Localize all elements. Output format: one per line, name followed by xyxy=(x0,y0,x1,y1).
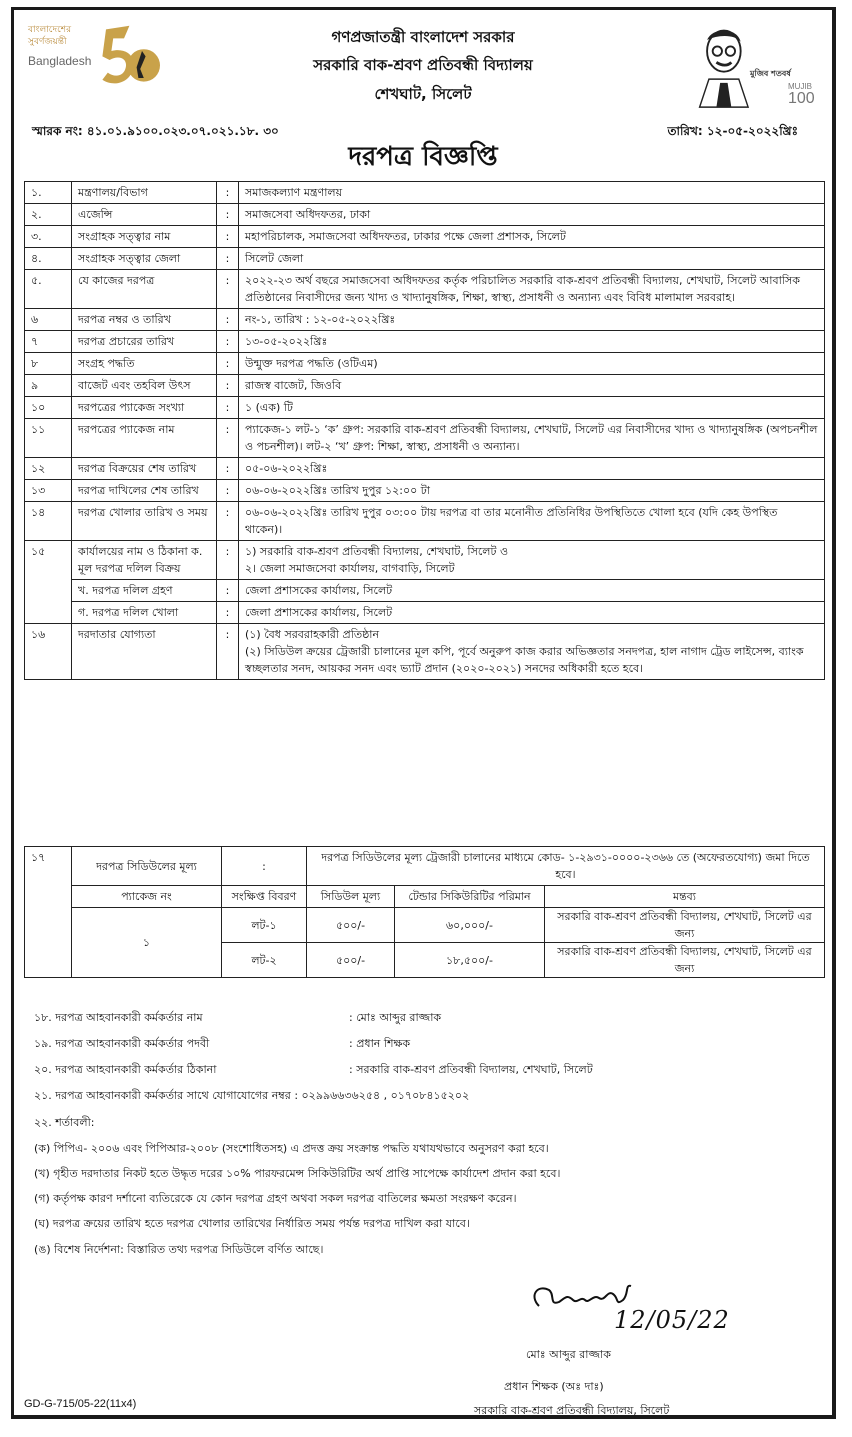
lot-price: ৫০০/- xyxy=(307,943,395,978)
row-value: ২০২২-২৩ অর্থ বছরে সমাজসেবা অধিদফতর কর্তৃক পরিচালিত সরকারি বাক-শ্রবণ প্রতিবন্ধী বিদ্যালয়, শেখঘাট, সিলেট আবাসিক প্রতিষ্ঠানের নিবাসীদের জন্য খাদ্য ও খাদ্যানুষঙ্গিক, শিক্ষা, স্বাস্থ্য, প্রসাধনী ও অন্যান্য এবং বিবিধ মালামাল সরবরাহ। xyxy=(239,270,825,309)
lot-security: ১৮,৫০০/- xyxy=(395,943,545,978)
lot-remark: সরকারি বাক-শ্রবণ প্রতিবন্ধী বিদ্যালয়, শেখঘাট, সিলেট এর জন্য xyxy=(545,943,825,978)
row-colon: : xyxy=(217,248,239,270)
row-value: ১ (এক) টি xyxy=(239,397,825,419)
page-title: দরপত্র বিজ্ঞপ্তি xyxy=(348,142,498,172)
schedule-header-row xyxy=(25,886,825,908)
memo-number: স্মারক নং: ৪১.০১.৯১০০.০২৩.০৭.০২১.১৮. ৩০ xyxy=(32,124,279,138)
term-item: (গ) কর্তৃপক্ষ কারণ দর্শানো ব্যতিরেকে যে কোন দরপত্র গ্রহণ অথবা সকল দরপত্র বাতিলের ক্ষমতা সংরক্ষণ করেন। xyxy=(34,1192,517,1205)
row-label: সংগ্রহ পদ্ধতি xyxy=(72,353,217,375)
term-item: (ঙ) বিশেষ নির্দেশনা: বিস্তারিত তথ্য দরপত্র সিডিউলে বর্ণিত আছে। xyxy=(34,1243,324,1256)
row-number: ১১ xyxy=(25,419,72,458)
schedule-lot-row xyxy=(25,908,825,943)
officer-title-value: : প্রধান শিক্ষক xyxy=(349,1037,411,1050)
officer-name-label: ১৮. দরপত্র আহবানকারী কর্মকর্তার নাম xyxy=(34,1011,203,1024)
row-colon: : xyxy=(217,580,239,602)
table-row xyxy=(25,331,825,353)
table-row-16 xyxy=(25,624,825,680)
row-value: রাজস্ব বাজেট, জিওবি xyxy=(239,375,825,397)
signatory-title: প্রধান শিক্ষক (অঃ দাঃ) xyxy=(504,1380,604,1393)
logo-right-bn-text: মুজিব শতবর্ষ xyxy=(750,69,791,78)
row-number: ৮ xyxy=(25,353,72,375)
row-label: খ. দরপত্র দলিল গ্রহণ xyxy=(72,580,217,602)
row-value: মহাপরিচালক, সমাজসেবা অধিদফতর, ঢাকার পক্ষে জেলা প্রশাসক, সিলেট xyxy=(239,226,825,248)
logo-left-en-text: Bangladesh xyxy=(28,54,92,68)
row-number: ৪. xyxy=(25,248,72,270)
row-colon: : xyxy=(217,602,239,624)
col-header-remark: মন্তব্য xyxy=(545,886,825,908)
row-colon: : xyxy=(217,624,239,680)
row-number: ১০ xyxy=(25,397,72,419)
row-value xyxy=(239,541,825,580)
row-number: ১. xyxy=(25,182,72,204)
portrait-illustration-icon xyxy=(694,24,750,110)
row-colon: : xyxy=(217,397,239,419)
schedule-note-row xyxy=(25,847,825,886)
header-government: গণপ্রজাতন্ত্রী বাংলাদেশ সরকার xyxy=(331,28,515,46)
table-row xyxy=(25,353,825,375)
row-colon: : xyxy=(217,309,239,331)
table-row xyxy=(25,419,825,458)
tender-info-table xyxy=(24,181,825,680)
table-row xyxy=(25,502,825,541)
row-number: ৫. xyxy=(25,270,72,309)
officer-address-value: : সরকারি বাক-শ্রবণ প্রতিবন্ধী বিদ্যালয়, শেখঘাট, সিলেট xyxy=(349,1063,593,1076)
row-value xyxy=(239,624,825,680)
row-colon: : xyxy=(217,353,239,375)
office-2: ২। জেলা সমাজসেবা কার্যালয়, বাগবাড়ি, সিলেট xyxy=(245,562,455,575)
row-value: ০৫-০৬-২০২২খ্রিঃ xyxy=(239,458,825,480)
logo-left-bn-text: বাংলাদেশের সুবর্ণজয়ন্তী xyxy=(28,25,72,47)
row-value: ০৬-০৬-২০২২খ্রিঃ তারিখ দুপুর ০৩:০০ টায় দরপত্র বা তার মনোনীত প্রতিনিধির উপস্থিতিতে খোলা হবে (যদি কেহ উপস্থিত থাকেন)। xyxy=(239,502,825,541)
officer-address-label: ২০. দরপত্র আহবানকারী কর্মকর্তার ঠিকানা xyxy=(34,1063,217,1076)
schedule-price-table xyxy=(24,846,825,978)
row-label: গ. দরপত্র দলিল খোলা xyxy=(72,602,217,624)
officer-title-label: ১৯. দরপত্র আহবানকারী কর্মকর্তার পদবী xyxy=(34,1037,210,1050)
row-colon: : xyxy=(217,541,239,580)
row-value: সিলেট জেলা xyxy=(239,248,825,270)
row-number: ১৫ xyxy=(25,541,72,624)
table-row xyxy=(25,480,825,502)
signature-block xyxy=(14,1280,832,1420)
row-label: দরপত্রের প্যাকেজ নাম xyxy=(72,419,217,458)
lot-price: ৫০০/- xyxy=(307,908,395,943)
row-number: ১৬ xyxy=(25,624,72,680)
table-row xyxy=(25,204,825,226)
table-row xyxy=(25,248,825,270)
row-label: দরপত্র প্রচারের তারিখ xyxy=(72,331,217,353)
term-item: (ঘ) দরপত্র ক্রয়ের তারিখ হতে দরপত্র খোলার তারিখের নির্ধারিত সময় পর্যন্ত দরপত্র দাখিল করা যাবে। xyxy=(34,1217,470,1230)
row-colon: : xyxy=(222,847,307,886)
handwritten-date: 12/05/22 xyxy=(614,1306,730,1334)
signatory-name: মোঃ আব্দুর রাজ্জাক xyxy=(526,1348,611,1361)
mujib-100-logo xyxy=(694,24,824,110)
package-number: ১ xyxy=(72,908,222,978)
header-location: শেখঘাট, সিলেট xyxy=(374,85,472,103)
table-row xyxy=(25,270,825,309)
table-row xyxy=(25,182,825,204)
row-value: ০৬-০৬-২০২২খ্রিঃ তারিখ দুপুর ১২:০০ টা xyxy=(239,480,825,502)
col-header-price: সিডিউল মূল্য xyxy=(307,886,395,908)
row-label: মন্ত্রণালয়/বিভাগ xyxy=(72,182,217,204)
row-label: এজেন্সি xyxy=(72,204,217,226)
row-number: ৯ xyxy=(25,375,72,397)
row-colon: : xyxy=(217,375,239,397)
row-label: সংগ্রাহক সত্ত্বার জেলা xyxy=(72,248,217,270)
lot-remark: সরকারি বাক-শ্রবণ প্রতিবন্ধী বিদ্যালয়, শেখঘাট, সিলেট এর জন্য xyxy=(545,908,825,943)
row-colon: : xyxy=(217,226,239,248)
row-value: প্যাকেজ-১ লট-১ ‘ক’ গ্রুপ: সরকারি বাক-শ্রবণ প্রতিবন্ধী বিদ্যালয়, শেখঘাট, সিলেট এর নিবাসীদের খাদ্য ও খাদ্যানুষঙ্গিক (অপচনশীল ও পচনশীল)। লট-২ ‘খ’ গ্রুপ: শিক্ষা, স্বাস্থ্য, প্রসাধনী ও অন্যান্য। xyxy=(239,419,825,458)
row-label: সংগ্রাহক সত্ত্বার নাম xyxy=(72,226,217,248)
logo-right-number xyxy=(788,82,815,107)
table-row-15b xyxy=(25,580,825,602)
table-row-15a xyxy=(25,541,825,580)
table-row-15c xyxy=(25,602,825,624)
eligibility-1: (১) বৈধ সরবরাহকারী প্রতিষ্ঠান xyxy=(245,628,380,641)
row-number: ২. xyxy=(25,204,72,226)
row-number: ১৭ xyxy=(25,847,72,978)
row-value: ১৩-০৫-২০২২খ্রিঃ xyxy=(239,331,825,353)
row-colon: : xyxy=(217,502,239,541)
row-colon: : xyxy=(217,270,239,309)
row-number: ১৩ xyxy=(25,480,72,502)
col-header-description: সংক্ষিপ্ত বিবরণ xyxy=(222,886,307,908)
officer-contact: ২১. দরপত্র আহবানকারী কর্মকর্তার সাথে যোগাযোগের নম্বর : ০২৯৯৬৬৩৬২৫৪ , ০১৭০৮৪১৫২০২ xyxy=(34,1089,470,1102)
notice-date: তারিখ: ১২-০৫-২০২২খ্রিঃ xyxy=(667,124,798,138)
row-label: দরদাতার যোগ্যতা xyxy=(72,624,217,680)
row-number: ১২ xyxy=(25,458,72,480)
footer-code: GD-G-715/05-22(11x4) xyxy=(24,1398,137,1410)
schedule-note: দরপত্র সিডিউলের মূল্য ট্রেজারী চালানের মাধ্যমে কোড- ১-২৯৩১-০০০০-২৩৬৬ তে (অফেরতযোগ্য) জমা দিতে হবে। xyxy=(307,847,825,886)
lot-security: ৬০,০০০/- xyxy=(395,908,545,943)
term-item: (খ) গৃহীত দরদাতার নিকট হতে উদ্ধৃত দরের ১০% পারফরমেন্স সিকিউরিটির অর্থ প্রাপ্তি সাপেক্ষে কার্যাদেশ প্রদান করা হবে। xyxy=(34,1167,561,1180)
row-colon: : xyxy=(217,480,239,502)
row-label: যে কাজের দরপত্র xyxy=(72,270,217,309)
schedule-label: দরপত্র সিডিউলের মূল্য xyxy=(72,847,222,886)
row-value: জেলা প্রশাসকের কার্যালয়, সিলেট xyxy=(239,580,825,602)
row-colon: : xyxy=(217,331,239,353)
table-row xyxy=(25,309,825,331)
row-label: দরপত্র খোলার তারিখ ও সময় xyxy=(72,502,217,541)
row-label: দরপত্র দাখিলের শেষ তারিখ xyxy=(72,480,217,502)
row-label: দরপত্রের প্যাকেজ সংখ্যা xyxy=(72,397,217,419)
table-row xyxy=(25,226,825,248)
row-label: দরপত্র বিক্রয়ের শেষ তারিখ xyxy=(72,458,217,480)
row-colon: : xyxy=(217,182,239,204)
col-header-package: প্যাকেজ নং xyxy=(72,886,222,908)
row-colon: : xyxy=(217,419,239,458)
logo-right-en-text: MUJIB xyxy=(788,82,812,91)
row-number: ১৪ xyxy=(25,502,72,541)
logo-right-100: 100 xyxy=(788,90,815,107)
table-row xyxy=(25,397,825,419)
terms-heading: ২২. শর্তাবলী: xyxy=(34,1116,95,1129)
row-value: সমাজসেবা অধিদফতর, ঢাকা xyxy=(239,204,825,226)
row-colon: : xyxy=(217,458,239,480)
row-colon: : xyxy=(217,204,239,226)
row-label: দরপত্র নম্বর ও তারিখ xyxy=(72,309,217,331)
row-value: উন্মুক্ত দরপত্র পদ্ধতি (ওটিএম) xyxy=(239,353,825,375)
eligibility-2: (২) সিডিউল ক্রয়ের ট্রেজারী চালানের মূল কপি, পূর্বে অনুরুপ কাজ করার অভিজ্ঞতার সনদপত্র, হাল নাগাদ ট্রেড লাইসেন্স, ব্যাংক স্বচ্ছলতার সনদ, আয়কর সনদ এবং ভ্যাট প্রদান (২০২০-২০২১) সনদের অধিকারী হতে হবে। xyxy=(245,645,804,675)
lot-name: লট-২ xyxy=(222,943,307,978)
table-row xyxy=(25,375,825,397)
row-label: কার্যালয়ের নাম ও ঠিকানা ক. মূল দরপত্র দলিল বিক্রয় xyxy=(72,541,217,580)
signatory-organization: সরকারি বাক-শ্রবণ প্রতিবন্ধী বিদ্যালয়, সিলেট xyxy=(474,1404,670,1417)
row-value: নং-১, তারিখ : ১২-০৫-২০২২খ্রিঃ xyxy=(239,309,825,331)
col-header-security: টেন্ডার সিকিউরিটির পরিমান xyxy=(395,886,545,908)
lot-name: লট-১ xyxy=(222,908,307,943)
table-row xyxy=(25,458,825,480)
term-item: (ক) পিপিএ- ২০০৬ এবং পিপিআর-২০০৮ (সংশোধিতসহ) এ প্রদত্ত ক্রয় সংক্রান্ত পদ্ধতি যথাযথভাবে অনুসরণ করা হবে। xyxy=(34,1142,549,1155)
row-number: ৩. xyxy=(25,226,72,248)
office-1: ১) সরকারি বাক-শ্রবণ প্রতিবন্ধী বিদ্যালয়, শেখঘাট, সিলেট ও xyxy=(245,545,509,558)
officer-name-value: : মোঃ আব্দুর রাজ্জাক xyxy=(349,1011,442,1024)
row-number: ৭ xyxy=(25,331,72,353)
header-school: সরকারি বাক-শ্রবণ প্রতিবন্ধী বিদ্যালয় xyxy=(313,56,533,74)
row-label: বাজেট এবং তহবিল উৎস xyxy=(72,375,217,397)
row-value: সমাজকল্যাণ মন্ত্রণালয় xyxy=(239,182,825,204)
row-value: জেলা প্রশাসকের কার্যালয়, সিলেট xyxy=(239,602,825,624)
tender-notice-page xyxy=(11,7,836,1419)
row-number: ৬ xyxy=(25,309,72,331)
